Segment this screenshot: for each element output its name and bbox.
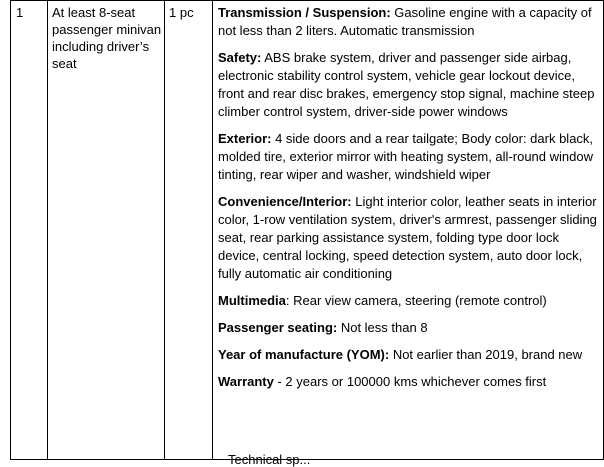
col-border-2 [47, 0, 48, 460]
specifications-cell [218, 4, 600, 400]
spec-label: Convenience/Interior: [218, 194, 352, 209]
spec-label: Year of manufacture (YOM): [218, 347, 390, 362]
col-border-3 [164, 0, 165, 460]
spec-safety [218, 49, 600, 121]
table-top-border [10, 0, 604, 1]
spec-text: ABS brake system, driver and passenger side airbag, electronic stability control system, vehicle gear lockout device, front and rear disc brakes, emergency stop signal, machine steep climber control system, driver-side power windows [218, 50, 595, 119]
spec-transmission [218, 4, 600, 40]
spec-text: Not earlier than 2019, brand new [389, 347, 583, 362]
spec-text: Light interior color, leather seats in interior color, 1-row ventilation system, driver's armrest, passenger sliding seat, rear parking assistance system, folding type door lock device, central locking, speed detection system, auto door lock, fully automatic air conditioning [218, 194, 597, 281]
item-number: 1 [16, 5, 24, 20]
item-quantity: 1 pc [169, 5, 194, 20]
spec-exterior [218, 130, 600, 184]
col-border-left [10, 0, 11, 460]
spec-text: : Rear view camera, steering (remote control) [285, 293, 547, 308]
spec-label: Safety: [218, 50, 262, 65]
spec-label: Multimedia [218, 293, 286, 308]
spec-warranty [218, 373, 600, 391]
spec-convenience-interior [218, 193, 600, 283]
spec-text: Gasoline engine with a capacity of not less than 2 liters. Automatic transmission [218, 5, 592, 38]
spec-text: - 2 years or 100000 kms whichever comes first [273, 374, 547, 389]
item-description: At least 8-seat passenger minivan including driver’s seat [52, 5, 162, 71]
spec-year-of-manufacture [218, 346, 600, 364]
next-row-cutoff [228, 452, 348, 467]
spec-label: Exterior: [218, 131, 272, 146]
spec-text: Not less than 8 [337, 320, 428, 335]
spec-label: Transmission / Suspension: [218, 5, 391, 20]
col-border-4 [212, 0, 213, 460]
spec-passenger-seating [218, 319, 600, 337]
spec-text: 4 side doors and a rear tailgate; Body color: dark black, molded tire, exterior mirror with heating system, all-round window tinting, rear wiper and washer, windshield wiper [218, 131, 594, 182]
spec-label: Warranty [218, 374, 274, 389]
spec-multimedia [218, 292, 600, 310]
next-row-text: Technical sp... [228, 452, 311, 467]
spec-label: Passenger seating: [218, 320, 338, 335]
